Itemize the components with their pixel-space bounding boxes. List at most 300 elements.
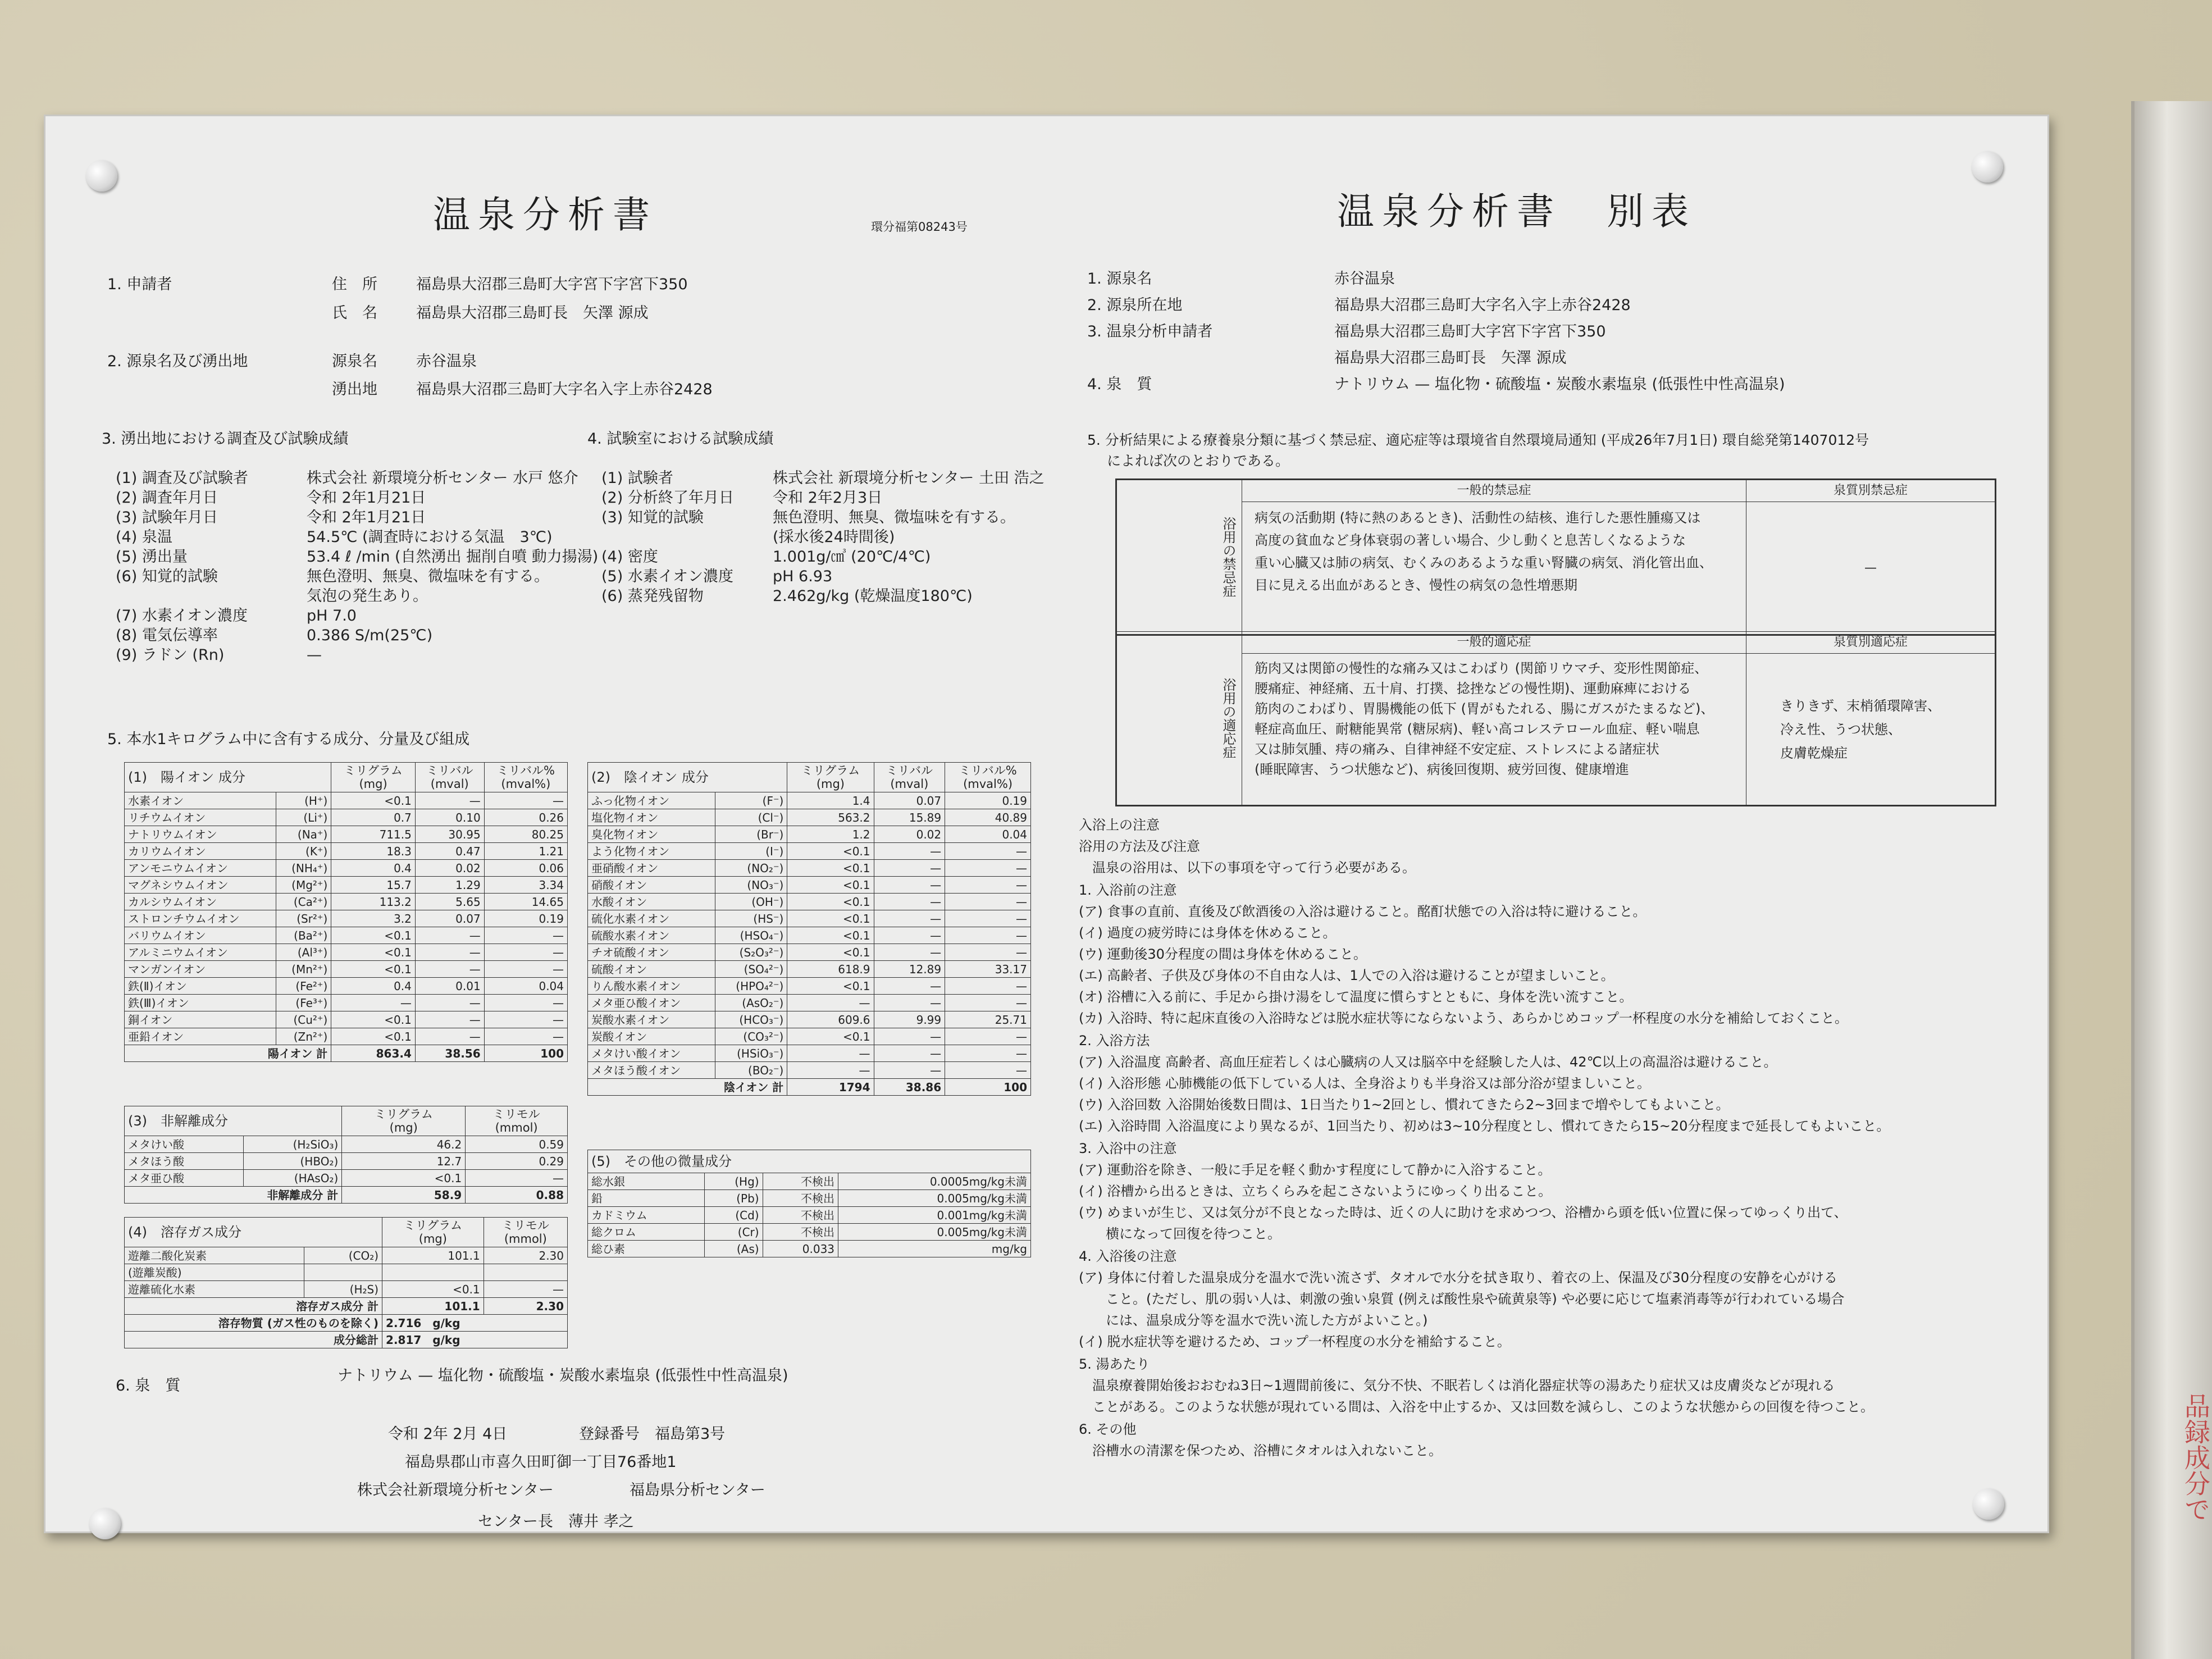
- table-cell: —: [874, 1045, 945, 1062]
- table-header-cell: ミリバル (mval): [874, 763, 945, 792]
- table-cell: 臭化物イオン: [588, 826, 715, 843]
- summary-key: 3. 温泉分析申請者: [1087, 323, 1213, 340]
- note-line: (エ) 高齢者、子供及び身体の不自由な人は、1人での入浴は避けることが望ましいこと。: [1079, 968, 1614, 983]
- table-total-cell: 2.817 g/kg: [382, 1332, 568, 1348]
- table-row: [125, 843, 568, 860]
- table-row: [125, 894, 568, 910]
- table-cell: —: [484, 1028, 567, 1045]
- table-header: [125, 1106, 568, 1136]
- item-value: 株式会社 新環境分析センター 水戸 悠介: [307, 470, 578, 487]
- applicant-label: 1. 申請者: [107, 276, 172, 293]
- table-row: [125, 1011, 568, 1028]
- table-header: [125, 763, 568, 792]
- item-key: (5) 湧出量: [116, 548, 188, 566]
- table-cell: —: [945, 927, 1031, 944]
- table-cell: 炭酸イオン: [588, 1028, 715, 1045]
- text-line: 病気の活動期 (特に熱のあるとき)、活動性の結核、進行した悪性腫瘍又は: [1255, 510, 1701, 526]
- source-label: 2. 源泉名及び湧出地: [107, 353, 248, 370]
- table-cell: (BO₂⁻): [715, 1062, 787, 1079]
- table-row: [588, 1011, 1031, 1028]
- table-row: [125, 1281, 568, 1298]
- right-s5-line2: によれば次のとおりである。: [1107, 453, 1290, 469]
- table-cell: 0.4: [331, 978, 416, 995]
- text-line: (睡眠障害、うつ状態など)、病後回復期、疲労回復、健康増進: [1255, 762, 1629, 777]
- table-cell: 不検出: [763, 1190, 838, 1207]
- table-cell: (Cu²⁺): [276, 1011, 331, 1028]
- table-cell: —: [787, 1062, 874, 1079]
- note-line: には、温泉成分等を温水で洗い流した方がよいこと。): [1079, 1312, 1428, 1328]
- grand-total-row: [125, 1332, 568, 1348]
- list-item: [116, 527, 593, 547]
- item-key: (3) 試験年月日: [116, 509, 218, 526]
- table-cell: 鉄(Ⅲ)イオン: [125, 995, 276, 1011]
- source-loc-key: 湧出地: [332, 381, 377, 398]
- table-header-cell: ミリグラム (mg): [342, 1106, 466, 1136]
- table-total-cell: 非解離成分 計: [125, 1187, 342, 1204]
- table-cell: 0.19: [945, 792, 1031, 809]
- summary-item: [1087, 269, 1986, 295]
- text-line: 又は肺気腫、痔の痛み、自律神経不安定症、ストレスによる諸症状: [1255, 741, 1659, 757]
- note-line: (ア) 運動浴を除き、一般に手足を軽く動かす程度にして静かに入浴すること。: [1079, 1162, 1552, 1178]
- table-cell: メタほう酸: [125, 1153, 244, 1170]
- source-name-key: 源泉名: [332, 353, 377, 370]
- table-cell: (HAsO₂): [243, 1170, 342, 1187]
- item-key: (8) 電気伝導率: [116, 627, 218, 644]
- table-row: [125, 1264, 568, 1281]
- applicant-addr: 福島県大沼郡三島町大字宮下字宮下350: [416, 276, 688, 293]
- table-cell: 不検出: [763, 1224, 838, 1241]
- table-row: [125, 1247, 568, 1264]
- table-cell: —: [484, 927, 567, 944]
- table-cell: カリウムイオン: [125, 843, 276, 860]
- left-title: 温泉分析書: [433, 193, 658, 236]
- table-cell: 1.4: [787, 792, 874, 809]
- source-name: 赤谷温泉: [416, 353, 477, 370]
- table-total-cell: 100: [945, 1079, 1031, 1096]
- table-cell: 0.01: [415, 978, 484, 995]
- table-cell: 0.001mg/kg未満: [838, 1207, 1031, 1224]
- list-item: [601, 567, 1107, 586]
- table-row: [125, 995, 568, 1011]
- field-test-title: 3. 湧出地における調査及び試験成績: [102, 430, 349, 448]
- list-item: [116, 468, 593, 488]
- table-cell: <0.1: [787, 1028, 874, 1045]
- list-item: [116, 606, 593, 626]
- note-line: (イ) 浴槽から出るときは、立ちくらみを起こさないようにゆっくり出ること。: [1079, 1183, 1552, 1199]
- table-cell: ストロンチウムイオン: [125, 910, 276, 927]
- footer-chief: センター長 薄井 孝之: [478, 1513, 634, 1530]
- table-cell: 亜硝酸イオン: [588, 860, 715, 877]
- table-row: [588, 1028, 1031, 1045]
- table-total-cell: 0.88: [466, 1187, 568, 1204]
- table-cell: <0.1: [331, 792, 416, 809]
- item-value: (採水後24時間後): [773, 528, 895, 546]
- table-cell: (Br⁻): [715, 826, 787, 843]
- table-row: [588, 1062, 1031, 1079]
- table-total-cell: 100: [484, 1045, 567, 1062]
- note-line: (ウ) 入浴回数 入浴開始後数日間は、1日当たり1~2回とし、慣れてきたら2~3回まで増やしてもよいこと。: [1079, 1097, 1730, 1113]
- table-cell: メタほう酸イオン: [588, 1062, 715, 1079]
- table-cell: 水酸イオン: [588, 894, 715, 910]
- table-header-cell: ミリバル (mval): [415, 763, 484, 792]
- table-row: [588, 927, 1031, 944]
- table-total-cell: 2.30: [484, 1298, 567, 1315]
- table-cell: (NO₃⁻): [715, 877, 787, 894]
- table-cell: —: [484, 961, 567, 978]
- table-cell: 30.95: [415, 826, 484, 843]
- text-line: 重い心臓又は肺の病気、むくみのあるような重い腎臓の病気、消化管出血、: [1255, 555, 1713, 571]
- item-key: (6) 知覚的試験: [116, 568, 218, 585]
- table-cell: (Hg): [704, 1173, 763, 1190]
- item-value: 気泡の発生あり。: [307, 587, 428, 605]
- table-total-cell: 58.9: [342, 1187, 466, 1204]
- table-cell: <0.1: [331, 1011, 416, 1028]
- table-cell: 12.7: [342, 1153, 466, 1170]
- table-cell: (H₂SiO₃): [243, 1136, 342, 1153]
- table-header: [125, 1218, 568, 1247]
- table-row: [125, 792, 568, 809]
- table-cell: りん酸水素イオン: [588, 978, 715, 995]
- table-row: [588, 809, 1031, 826]
- note-line: 2. 入浴方法: [1079, 1033, 1150, 1049]
- table-row: [588, 1207, 1031, 1224]
- note-line: 4. 入浴後の注意: [1079, 1248, 1177, 1264]
- table-header-cell: ミリモル (mmol): [484, 1218, 567, 1247]
- table-cell: メタ亜ひ酸: [125, 1170, 244, 1187]
- contra-general-body: [1242, 502, 1746, 635]
- table-cell: (Mn²⁺): [276, 961, 331, 978]
- table-cell: <0.1: [331, 961, 416, 978]
- note-line: 1. 入浴前の注意: [1079, 882, 1177, 898]
- table-cell: (Pb): [704, 1190, 763, 1207]
- table-cell: メタけい酸イオン: [588, 1045, 715, 1062]
- table-cell: 14.65: [484, 894, 567, 910]
- dissolved-gas-table: [124, 1217, 568, 1348]
- summary-key: 2. 源泉所在地: [1087, 297, 1183, 314]
- ind-head-general: 一般的適応症: [1242, 632, 1746, 654]
- table-cell: —: [484, 1281, 567, 1298]
- table-cell: 15.89: [874, 809, 945, 826]
- table-cell: <0.1: [787, 860, 874, 877]
- table-cell: (HCO₃⁻): [715, 1011, 787, 1028]
- table-cell: —: [331, 995, 416, 1011]
- table-cell: —: [945, 860, 1031, 877]
- cation-table: [124, 762, 568, 1062]
- note-line: 温泉療養開始後おおむね3日~1週間前後に、気分不快、不眠若しくは消化器症状等の湯あたり症状又は皮膚炎などが現れる: [1079, 1378, 1835, 1393]
- table-cell: 炭酸水素イオン: [588, 1011, 715, 1028]
- item-value: 無色澄明、無臭、微塩味を有する。: [773, 509, 1015, 526]
- table-cell: 609.6: [787, 1011, 874, 1028]
- table-cell: (HS⁻): [715, 910, 787, 927]
- table-cell: —: [945, 1028, 1031, 1045]
- table-cell: —: [945, 910, 1031, 927]
- table-cell: 46.2: [342, 1136, 466, 1153]
- lab-test-list: [601, 468, 1107, 606]
- table-cell: 0.47: [415, 843, 484, 860]
- note-line: 入浴上の注意: [1079, 817, 1160, 833]
- item-key: (9) ラドン (Rn): [116, 646, 225, 664]
- text-line: 筋肉又は関節の慢性的な痛み又はこわばり (関節リウマチ、変形性関節症、: [1255, 660, 1708, 676]
- table-cell: —: [874, 1062, 945, 1079]
- table-cell: ナトリウムイオン: [125, 826, 276, 843]
- table-cell: 25.71: [945, 1011, 1031, 1028]
- table-cell: —: [415, 944, 484, 961]
- table-cell: (Ba²⁺): [276, 927, 331, 944]
- analysis-board: [44, 115, 2049, 1533]
- table-header-cell: ミリバル% (mval%): [484, 763, 567, 792]
- table-cell: (Ca²⁺): [276, 894, 331, 910]
- table-cell: (H₂S): [304, 1281, 382, 1298]
- item-value: 無色澄明、無臭、微塩味を有する。: [307, 568, 549, 585]
- table-cell: 80.25: [484, 826, 567, 843]
- table-cell: 563.2: [787, 809, 874, 826]
- screw-top-left: [86, 160, 117, 192]
- table-total-cell: 溶存物質 (ガス性のものを除く): [125, 1315, 382, 1332]
- table-row: [588, 1224, 1031, 1241]
- table-row: [588, 1241, 1031, 1257]
- item-value: pH 6.93: [773, 568, 833, 585]
- table-cell: 101.1: [382, 1247, 484, 1264]
- item-key: (4) 泉温: [116, 528, 172, 546]
- table-total-cell: 38.86: [874, 1079, 945, 1096]
- table-cell: 亜鉛イオン: [125, 1028, 276, 1045]
- table-cell: (Na⁺): [276, 826, 331, 843]
- table-cell: 0.07: [415, 910, 484, 927]
- applicant-name: 福島県大沼郡三島町長 矢澤 源成: [416, 304, 649, 322]
- screw-bottom-left: [89, 1508, 121, 1539]
- table-cell: 硫化水素イオン: [588, 910, 715, 927]
- note-line: (エ) 入浴時間 入浴温度により異なるが、1回当たり、初めは3~10分程度とし、慣れてきたら15~20分程度まで延長してもよいこと。: [1079, 1118, 1890, 1134]
- contraindications-box: [1115, 478, 1996, 636]
- table-row: [125, 1028, 568, 1045]
- table-row: [588, 1045, 1031, 1062]
- table-cell: 0.10: [415, 809, 484, 826]
- table-cell: 711.5: [331, 826, 416, 843]
- table-header: [588, 1150, 1031, 1173]
- table-cell: 1.2: [787, 826, 874, 843]
- table-row: [125, 978, 568, 995]
- spring-quality-label: 6. 泉 質: [116, 1377, 181, 1394]
- table-row: [588, 978, 1031, 995]
- table-cell: —: [874, 877, 945, 894]
- table-header-cell: (4) 溶存ガス成分: [125, 1218, 382, 1247]
- right-s5-line1: 5. 分析結果による療養泉分類に基づく禁忌症、適応症等は環境省自然環境局通知 (平成26年7月1日) 環自総発第1407012号: [1087, 432, 1869, 448]
- list-item: [116, 645, 593, 665]
- table-cell: (Al³⁺): [276, 944, 331, 961]
- table-cell: 5.65: [415, 894, 484, 910]
- table-cell: 遊離二酸化炭素: [125, 1247, 304, 1264]
- table-cell: 0.005mg/kg未満: [838, 1190, 1031, 1207]
- text-line: 腰痛症、神経痛、五十肩、打撲、捻挫などの慢性期)、運動麻痺における: [1255, 681, 1691, 696]
- contra-specific-body: —: [1746, 502, 1995, 635]
- item-value: 株式会社 新環境分析センター 土田 浩之: [773, 470, 1045, 487]
- dissolved-matter-row: [125, 1315, 568, 1332]
- spring-quality-value: ナトリウム — 塩化物・硫酸塩・炭酸水素塩泉 (低張性中性高温泉): [337, 1367, 788, 1384]
- table-cell: —: [484, 1011, 567, 1028]
- note-line: 浴槽水の清潔を保つため、浴槽にタオルは入れないこと。: [1079, 1443, 1443, 1459]
- table-cell: mg/kg: [838, 1241, 1031, 1257]
- table-cell: —: [415, 792, 484, 809]
- footer-date: 令和 2年 2月 4日: [388, 1425, 508, 1443]
- table-cell: 12.89: [874, 961, 945, 978]
- table-cell: アルミニウムイオン: [125, 944, 276, 961]
- note-line: (ウ) めまいが生じ、又は気分が不良となった時は、近くの人に助けを求めつつ、浴槽から頭を低い位置に保ってゆっくり出て、: [1079, 1205, 1848, 1220]
- item-value: 令和 2年1月21日: [307, 489, 426, 507]
- table-cell: (Fe³⁺): [276, 995, 331, 1011]
- applicant-name-key: 氏 名: [332, 304, 377, 322]
- note-line: ことがある。このような状態が現れている間は、入浴を中止するか、又は回数を減らし、このような状態からの回復を待つこと。: [1079, 1399, 1874, 1415]
- contra-side-label: 浴用の禁忌症: [1117, 480, 1242, 635]
- table-cell: 9.99: [874, 1011, 945, 1028]
- table-cell: (Sr²⁺): [276, 910, 331, 927]
- table-cell: 0.29: [466, 1153, 568, 1170]
- composition-title: 5. 本水1キログラム中に含有する成分、分量及び組成: [107, 731, 470, 748]
- table-header-cell: ミリバル% (mval%): [945, 763, 1031, 792]
- table-cell: (F⁻): [715, 792, 787, 809]
- table-cell: 618.9: [787, 961, 874, 978]
- table-header-cell: ミリグラム (mg): [382, 1218, 484, 1247]
- table-row: [125, 1170, 568, 1187]
- table-cell: (As): [704, 1241, 763, 1257]
- table-cell: (遊離炭酸): [125, 1264, 304, 1281]
- screw-bottom-right: [1973, 1488, 2004, 1520]
- list-item: [116, 567, 593, 586]
- table-cell: (HSiO₃⁻): [715, 1045, 787, 1062]
- table-cell: メタ亜ひ酸イオン: [588, 995, 715, 1011]
- table-cell: —: [945, 894, 1031, 910]
- table-cell: 遊離硫化水素: [125, 1281, 304, 1298]
- item-key: (7) 水素イオン濃度: [116, 607, 248, 625]
- table-row: [125, 809, 568, 826]
- trace-elements-table: [587, 1150, 1031, 1257]
- table-cell: 不検出: [763, 1207, 838, 1224]
- note-line: 5. 湯あたり: [1079, 1356, 1150, 1372]
- item-value: 令和 2年1月21日: [307, 509, 426, 526]
- table-cell: (Cl⁻): [715, 809, 787, 826]
- table-row: [588, 1190, 1031, 1207]
- table-cell: 0.02: [415, 860, 484, 877]
- table-header-cell: ミリモル (mmol): [466, 1106, 568, 1136]
- table-cell: 0.033: [763, 1241, 838, 1257]
- item-value: 1.001g/㎤ (20℃/4℃): [773, 548, 931, 566]
- table-total-cell: 成分総計: [125, 1332, 382, 1348]
- note-line: 浴用の方法及び注意: [1079, 838, 1200, 854]
- text-line: 皮膚乾燥症: [1780, 745, 1848, 761]
- table-cell: マグネシウムイオン: [125, 877, 276, 894]
- table-row: [588, 944, 1031, 961]
- table-cell: —: [484, 792, 567, 809]
- table-total-cell: 863.4: [331, 1045, 416, 1062]
- note-line: (ア) 食事の直前、直後及び飲酒後の入浴は避けること。酩酊状態での入浴は特に避けること。: [1079, 904, 1647, 919]
- table-header-cell: (3) 非解離成分: [125, 1106, 342, 1136]
- table-cell: (Cd): [704, 1207, 763, 1224]
- text-line: 高度の貧血など身体衰弱の著しい場合、少し動くと息苦しくなるような: [1255, 532, 1686, 548]
- table-cell: —: [874, 944, 945, 961]
- table-cell: —: [415, 1011, 484, 1028]
- list-item: [116, 488, 593, 508]
- text-line: 冷え性、うつ状態、: [1780, 721, 1901, 737]
- item-key: (6) 蒸発残留物: [601, 587, 704, 605]
- table-row: [125, 877, 568, 894]
- table-cell: —: [787, 1045, 874, 1062]
- table-cell: —: [466, 1170, 568, 1187]
- table-cell: <0.1: [331, 944, 416, 961]
- item-value: pH 7.0: [307, 607, 357, 625]
- left-doc-number: 環分福第08243号: [871, 220, 968, 234]
- ind-specific-body: [1746, 654, 1995, 805]
- table-row: [588, 961, 1031, 978]
- table-cell: —: [945, 1045, 1031, 1062]
- table-cell: —: [874, 910, 945, 927]
- summary-key: 4. 泉 質: [1087, 376, 1152, 393]
- table-cell: (SO₄²⁻): [715, 961, 787, 978]
- table-cell: (Cr): [704, 1224, 763, 1241]
- table-cell: —: [945, 843, 1031, 860]
- table-row: [125, 1153, 568, 1170]
- list-item: [601, 488, 1107, 508]
- door-label: 品録成分で: [2181, 1393, 2211, 1522]
- item-key: (2) 調査年月日: [116, 489, 218, 507]
- table-cell: (H⁺): [276, 792, 331, 809]
- table-cell: 3.2: [331, 910, 416, 927]
- table-row: [125, 927, 568, 944]
- table-cell: <0.1: [382, 1281, 484, 1298]
- table-cell: 鉄(Ⅱ)イオン: [125, 978, 276, 995]
- right-summary-list: [1087, 269, 1986, 401]
- table-total-cell: 2.716 g/kg: [382, 1315, 568, 1332]
- screw-top-right: [1972, 151, 2003, 183]
- table-total-cell: 1794: [787, 1079, 874, 1096]
- table-header-cell: (5) その他の微量成分: [588, 1150, 1031, 1173]
- item-value: 令和 2年2月3日: [773, 489, 883, 507]
- footer-org1: 株式会社新環境分析センター: [357, 1482, 554, 1499]
- item-value: —: [307, 646, 322, 664]
- right-title: 温泉分析書 別表: [1337, 190, 1696, 233]
- note-line: (ア) 入浴温度 高齢者、高血圧症若しくは心臓病の人又は脳卒中を経験した人は、42℃以上の高温浴は避けること。: [1079, 1054, 1777, 1070]
- table-cell: 0.59: [466, 1136, 568, 1153]
- summary-value: 赤谷温泉: [1334, 270, 1395, 288]
- ind-general-body: [1242, 654, 1746, 805]
- item-value: 54.5℃ (調査時における気温 3℃): [307, 528, 553, 546]
- list-item: [116, 508, 593, 527]
- item-key: (3) 知覚的試験: [601, 509, 704, 526]
- table-row: [125, 961, 568, 978]
- contra-head-general: 一般的禁忌症: [1242, 480, 1746, 502]
- table-cell: 硝酸イオン: [588, 877, 715, 894]
- table-cell: —: [484, 995, 567, 1011]
- table-cell: —: [874, 894, 945, 910]
- table-cell: 鉛: [588, 1190, 705, 1207]
- table-row: [125, 944, 568, 961]
- table-cell: 水素イオン: [125, 792, 276, 809]
- indications-box: [1115, 631, 1996, 806]
- table-cell: 総ひ素: [588, 1241, 705, 1257]
- table-cell: 0.04: [484, 978, 567, 995]
- item-value: 53.4 ℓ /min (自然湧出 掘削自噴 動力揚湯): [307, 548, 599, 566]
- table-cell: [484, 1264, 567, 1281]
- note-line: (カ) 入浴時、特に起床直後の入浴時などは脱水症状等にならないよう、あらかじめコップ一杯程度の水分を補給しておくこと。: [1079, 1010, 1848, 1026]
- table-cell: (HSO₄⁻): [715, 927, 787, 944]
- table-row: [588, 995, 1031, 1011]
- footer-addr: 福島県郡山市喜久田町御一丁目76番地1: [405, 1453, 677, 1471]
- note-line: (イ) 入浴形態 心肺機能の低下している人は、全身浴よりも半身浴又は部分浴が望ましいこと。: [1079, 1075, 1650, 1091]
- table-row: [588, 843, 1031, 860]
- table-cell: —: [874, 843, 945, 860]
- summary-item: [1087, 375, 1986, 401]
- item-key: (4) 密度: [601, 548, 658, 566]
- table-cell: カドミウム: [588, 1207, 705, 1224]
- bathing-notes: [1079, 814, 2000, 1461]
